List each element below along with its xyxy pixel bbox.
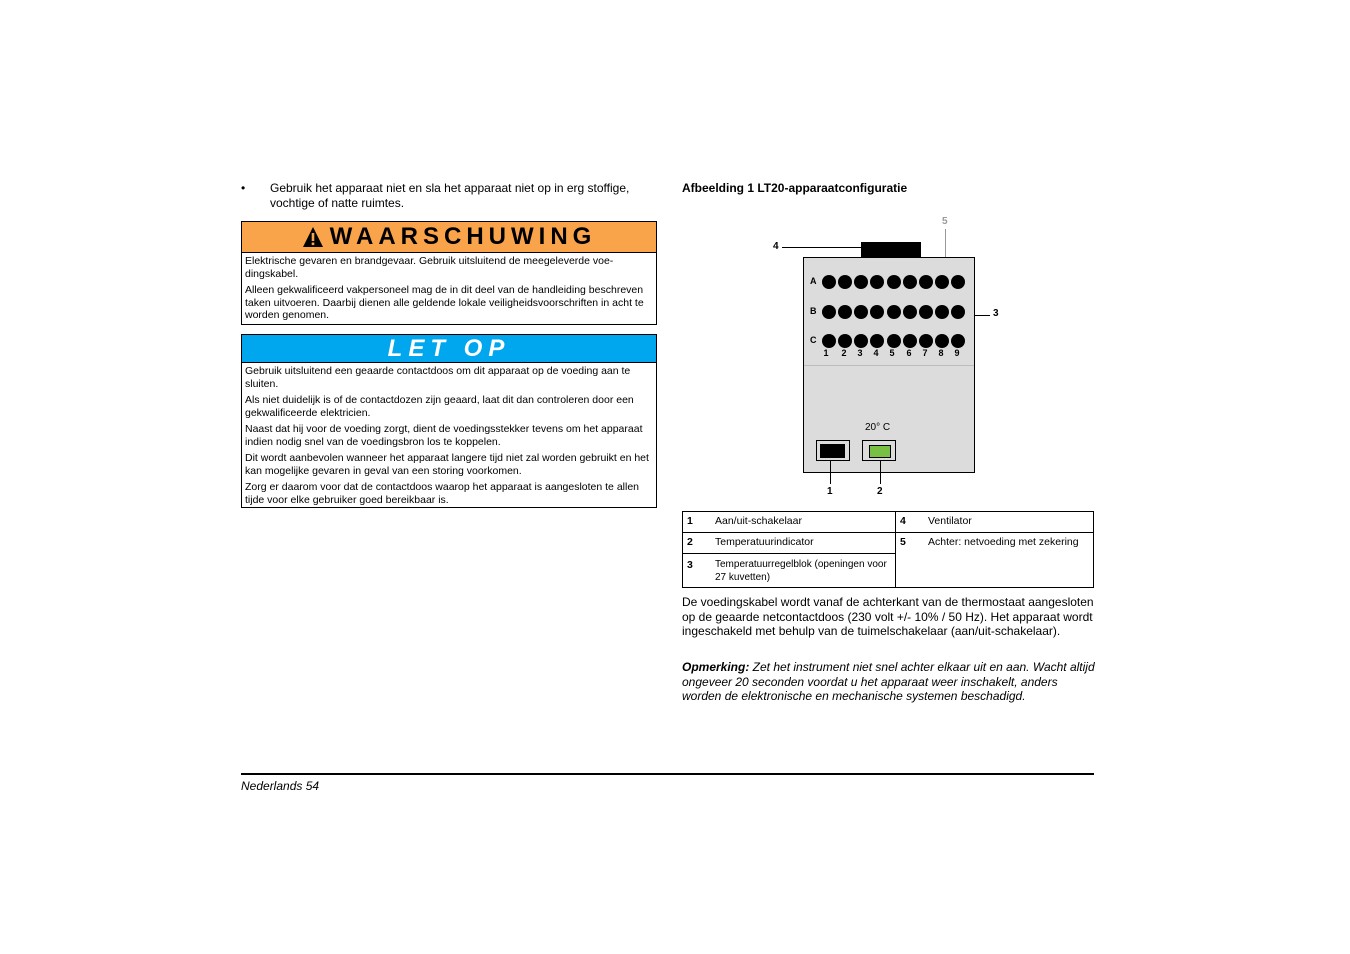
callout-4: 4 <box>773 241 779 252</box>
note-paragraph <box>682 660 1096 704</box>
cuvette-hole <box>887 305 901 319</box>
callout-2: 2 <box>877 486 883 497</box>
footer-text: Nederlands 54 <box>241 779 320 793</box>
cuvette-hole <box>854 305 868 319</box>
body-paragraph: De voedingskabel wordt vanaf de achterkant van de thermostaat aangesloten op de geaarde netcontactdoos (230 volt +/- 10% / 50 Hz). Het apparaat wordt ingeschakeld met behulp van de tuimelschakelaar (aan/uit-schakelaar). <box>682 595 1094 638</box>
column-number: 5 <box>889 348 895 358</box>
cuvette-hole <box>822 305 836 319</box>
caution-header <box>242 335 656 363</box>
cuvette-hole <box>822 275 836 289</box>
warning-title: WAARSCHUWING <box>329 223 597 250</box>
cuvette-hole <box>903 305 917 319</box>
legend-label: Ventilator <box>924 512 1094 533</box>
cuvette-hole <box>951 334 965 348</box>
cuvette-hole <box>870 305 884 319</box>
caution-title: LET OP <box>387 334 511 362</box>
cuvette-hole <box>887 334 901 348</box>
callout-2-line <box>880 460 881 484</box>
cuvette-hole <box>903 275 917 289</box>
callout-3-line <box>974 315 990 316</box>
callout-1-line <box>830 460 831 484</box>
note-text: Zet het instrument niet snel achter elkaar uit en aan. Wacht altijd ongeveer 20 seconden voordat u het apparaat weer inschakelt, anders worden de elektronische en mechanische systemen beschadigd. <box>682 660 1095 703</box>
legend-number: 1 <box>683 512 712 533</box>
warning-header <box>242 222 656 253</box>
caution-paragraph: Zorg er daarom voor dat de contactdoos waarop het apparaat is aangesloten te allen tijde voor elke gebruiker goed bereikbaar is. <box>245 481 640 506</box>
cuvette-hole <box>903 334 917 348</box>
column-number: 4 <box>873 348 879 358</box>
temperature-indicator-light <box>869 445 891 458</box>
cuvette-hole <box>935 334 949 348</box>
power-switch-rocker <box>820 444 845 458</box>
warning-paragraph: Alleen gekwalificeerd vakpersoneel mag de in dit deel van de handleiding beschreven taken uitvoeren. Daarbij dienen alle geldende lokale veiligheidsvoorschriften in acht te worden genomen. <box>245 284 644 321</box>
warning-body <box>242 253 656 322</box>
column-number: 2 <box>841 348 847 358</box>
cuvette-hole <box>854 334 868 348</box>
column-number: 7 <box>922 348 928 358</box>
footer-page-label <box>241 779 319 793</box>
warning-paragraph: Elektrische gevaren en brandgevaar. Gebruik uitsluitend de meegeleverde voe-dingskabel. <box>245 255 614 280</box>
column-number: 8 <box>938 348 944 358</box>
column-number: 1 <box>823 348 829 358</box>
callout-4-line <box>782 247 861 248</box>
legend-number: 3 <box>683 554 712 588</box>
cuvette-hole <box>854 275 868 289</box>
legend-number: 5 <box>896 533 925 588</box>
legend-label: Aan/uit-schakelaar <box>711 512 896 533</box>
legend-label: Achter: netvoeding met zekering <box>924 533 1094 588</box>
table-row <box>683 533 1094 554</box>
caution-paragraph: Dit wordt aanbevolen wanneer het apparaat langere tijd niet zal worden gebruikt en het kan mogelijke gevaren in geval van een storing voorkomen. <box>245 452 649 477</box>
callout-1: 1 <box>827 486 833 497</box>
cuvette-hole <box>935 275 949 289</box>
note-label: Opmerking: <box>682 660 750 674</box>
bullet-text: Gebruik het apparaat niet en sla het apparaat niet op in erg stoffige, vochtige of natte ruimtes. <box>270 181 630 210</box>
caution-box <box>241 334 657 508</box>
legend-number: 2 <box>683 533 712 554</box>
legend-table <box>682 511 1094 588</box>
device-divider <box>804 365 974 366</box>
column-number: 9 <box>954 348 960 358</box>
legend-number: 4 <box>896 512 925 533</box>
power-switch <box>816 440 850 461</box>
caution-body <box>242 363 656 506</box>
legend-label: Temperatuurindicator <box>711 533 896 554</box>
callout-5: 5 <box>942 216 948 227</box>
warning-triangle-icon <box>302 226 324 248</box>
callout-3: 3 <box>993 308 999 319</box>
row-label-c: C <box>810 335 817 345</box>
cuvette-hole <box>822 334 836 348</box>
fan-block <box>861 242 921 257</box>
legend-label: Temperatuurregelblok (openingen voor 27 kuvetten) <box>711 554 896 588</box>
column-number: 6 <box>906 348 912 358</box>
temperature-label: 20° C <box>865 422 891 433</box>
caution-paragraph: Naast dat hij voor de voeding zorgt, dient de voedingsstekker tevens om het apparaat indien nodig snel van de voedingsbron los te koppelen. <box>245 423 643 448</box>
row-label-a: A <box>810 276 817 286</box>
cuvette-hole <box>919 275 933 289</box>
cuvette-hole <box>935 305 949 319</box>
cuvette-hole <box>951 305 965 319</box>
cuvette-hole <box>951 275 965 289</box>
footer-divider <box>241 773 1094 775</box>
warning-box <box>241 221 657 325</box>
figure-title: Afbeelding 1 LT20-apparaatconfiguratie <box>682 181 908 195</box>
cuvette-hole <box>838 334 852 348</box>
callout-5-line <box>945 229 946 257</box>
bullet-symbol: • <box>241 181 246 195</box>
cuvette-hole <box>870 275 884 289</box>
temperature-indicator <box>862 440 896 461</box>
cuvette-hole <box>870 334 884 348</box>
cuvette-hole <box>838 275 852 289</box>
cuvette-hole <box>919 305 933 319</box>
cuvette-hole <box>887 275 901 289</box>
caution-paragraph: Gebruik uitsluitend een geaarde contactdoos om dit apparaat op de voeding aan te sluiten. <box>245 365 631 390</box>
row-label-b: B <box>810 306 817 316</box>
table-row <box>683 512 1094 533</box>
cuvette-hole <box>919 334 933 348</box>
caution-paragraph: Als niet duidelijk is of de contactdozen zijn geaard, laat dit dan controleren door een gekwalificeerde elektricien. <box>245 394 634 419</box>
cuvette-hole <box>838 305 852 319</box>
column-number: 3 <box>857 348 863 358</box>
